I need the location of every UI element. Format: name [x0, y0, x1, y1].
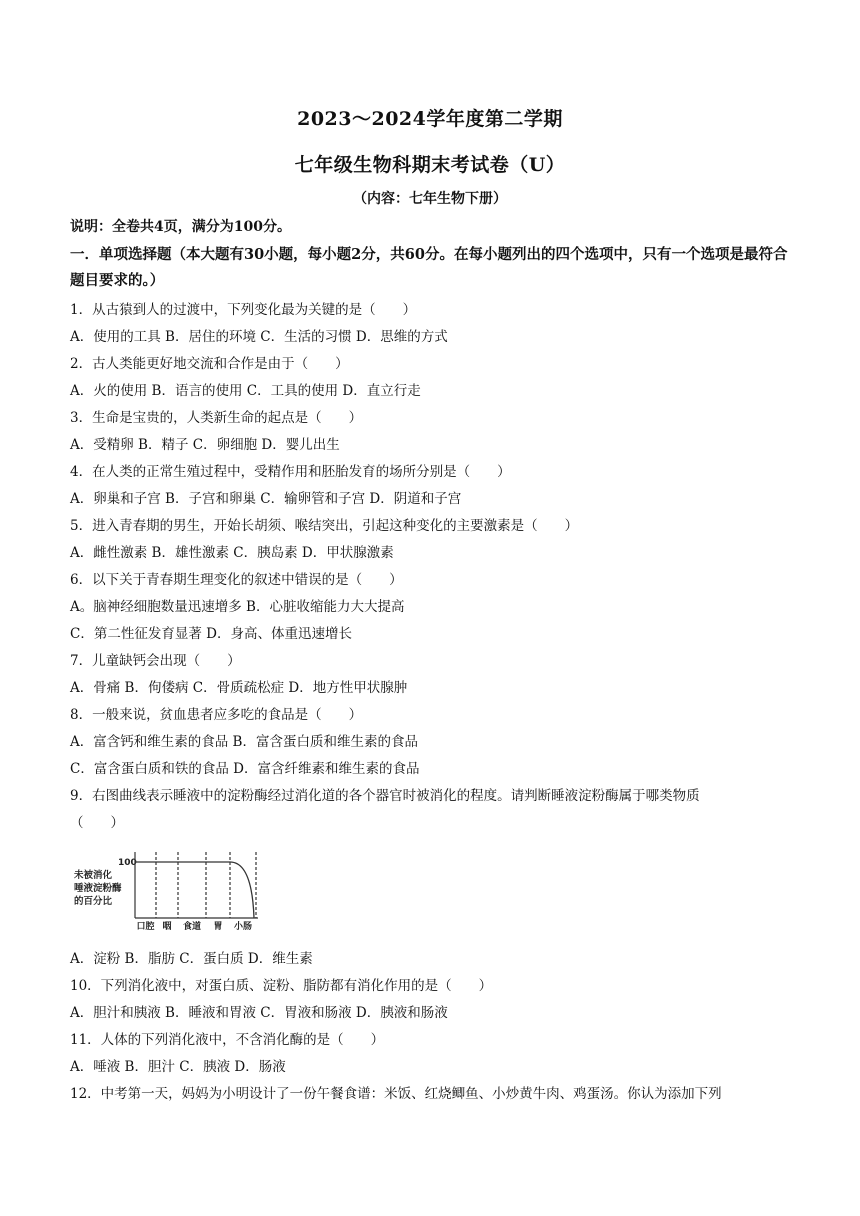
exam-title-year: 2023～2024学年度第二学期 — [297, 108, 563, 130]
question-text: （ ） — [70, 815, 124, 831]
chart-category-label: 口腔 — [136, 922, 155, 930]
ylabel-line-1: 未被消化 — [74, 870, 113, 881]
answer-options: A．雌性激素 B．雄性激素 C．胰岛素 D．甲状腺激素 — [70, 545, 394, 561]
question-text: 11．人体的下列消化液中，不含消化酶的是（ ） — [70, 1032, 385, 1048]
question-text: 10．下列消化液中，对蛋白质、淀粉、脂防都有消化作用的是（ ） — [70, 978, 493, 994]
answer-options: A．胆汁和胰液 B．睡液和胃液 C．胃液和肠液 D．胰液和肠液 — [70, 1005, 448, 1021]
question-text: 5．进入青春期的男生，开始长胡须、喉结突出，引起这种变化的主要激素是（ ） — [70, 518, 579, 534]
question-text: 8．一般来说，贫血患者应多吃的食品是（ ） — [70, 707, 363, 723]
chart-ylabel — [74, 869, 122, 907]
question-text: 4．在人类的正常生殖过程中，受精作用和胚胎发育的场所分别是（ ） — [70, 464, 511, 480]
question-block-2 — [70, 946, 800, 1108]
answer-options: C．第二性征发育显著 D．身高、体重迅速增长 — [70, 626, 352, 642]
question-text: 2．古人类能更好地交流和合作是由于（ ） — [70, 356, 349, 372]
answer-options: C．富含蛋白质和铁的食品 D．富含纤维素和维生素的食品 — [70, 761, 420, 777]
question-text: 9．右图曲线表示睡液中的淀粉酶经过消化道的各个器官时被消化的程度。请判断睡液淀粉酶属于哪类物质 — [70, 788, 700, 804]
chart-ytick-100: 100 — [118, 858, 137, 868]
answer-options: A．唾液 B．胆汁 C．胰液 D．肠液 — [70, 1059, 286, 1075]
question-text: 7．儿童缺钙会出现（ ） — [70, 653, 241, 669]
chart-category-label: 食道 — [182, 922, 202, 930]
answer-options: A。脑神经细胞数量迅速增多 B．心脏收缩能力大大提高 — [70, 599, 405, 615]
question-text: 3．生命是宝贵的，人类新生命的起点是（ ） — [70, 410, 363, 426]
answer-options: A．富含钙和维生素的食品 B．富含蛋白质和维生素的食品 — [70, 734, 418, 750]
section-heading: 一．单项选择题（本大题有30小题，每小题2分，共60分。在每小题列出的四个选项中，只有一个选项是最符合题目要求的。） — [70, 246, 788, 289]
chart-series-line — [135, 862, 254, 918]
question-text: 12．中考第一天，妈妈为小明设计了一份午餐食谱：米饭、红烧鲫鱼、小炒黄牛肉、鸡蛋汤。你认为添加下列 — [70, 1086, 722, 1102]
ylabel-line-3: 的百分比 — [74, 896, 113, 907]
answer-options: A．卵巢和子宫 B．子宫和卵巢 C．输卵管和子宫 D．阴道和子宫 — [70, 491, 462, 507]
question-block-1 — [70, 297, 800, 837]
exam-subtitle: （内容：七年生物下册） — [353, 191, 507, 207]
chart-category-label: 小肠 — [233, 922, 253, 930]
question-text: 1．从古猿到人的过渡中，下列变化最为关键的是（ ） — [70, 302, 417, 318]
digestion-chart — [72, 848, 262, 930]
question-text: 6．以下关于青春期生理变化的叙述中错误的是（ ） — [70, 572, 403, 588]
chart-category-label: 咽 — [162, 922, 172, 930]
chart-category-label: 胃 — [213, 922, 223, 930]
exam-note: 说明：全卷共4页，满分为100分。 — [70, 219, 291, 235]
answer-options: A．使用的工具 B．居住的环境 C．生活的习惯 D．思维的方式 — [70, 329, 448, 345]
answer-options: A．淀粉 B．脂肪 C．蛋白质 D．维生素 — [70, 951, 313, 967]
chart-categories — [136, 920, 252, 930]
answer-options: A．受精卵 B．精子 C．卵细胞 D．婴儿出生 — [70, 437, 340, 453]
answer-options: A．火的使用 B．语言的使用 C．工具的使用 D．直立行走 — [70, 383, 421, 399]
exam-title: 七年级生物科期末考试卷（U） — [294, 154, 566, 176]
ylabel-line-2: 唾液淀粉酶 — [74, 883, 122, 894]
answer-options: A．骨痛 B．佝偻病 C．骨质疏松症 D．地方性甲状腺肿 — [70, 680, 408, 696]
